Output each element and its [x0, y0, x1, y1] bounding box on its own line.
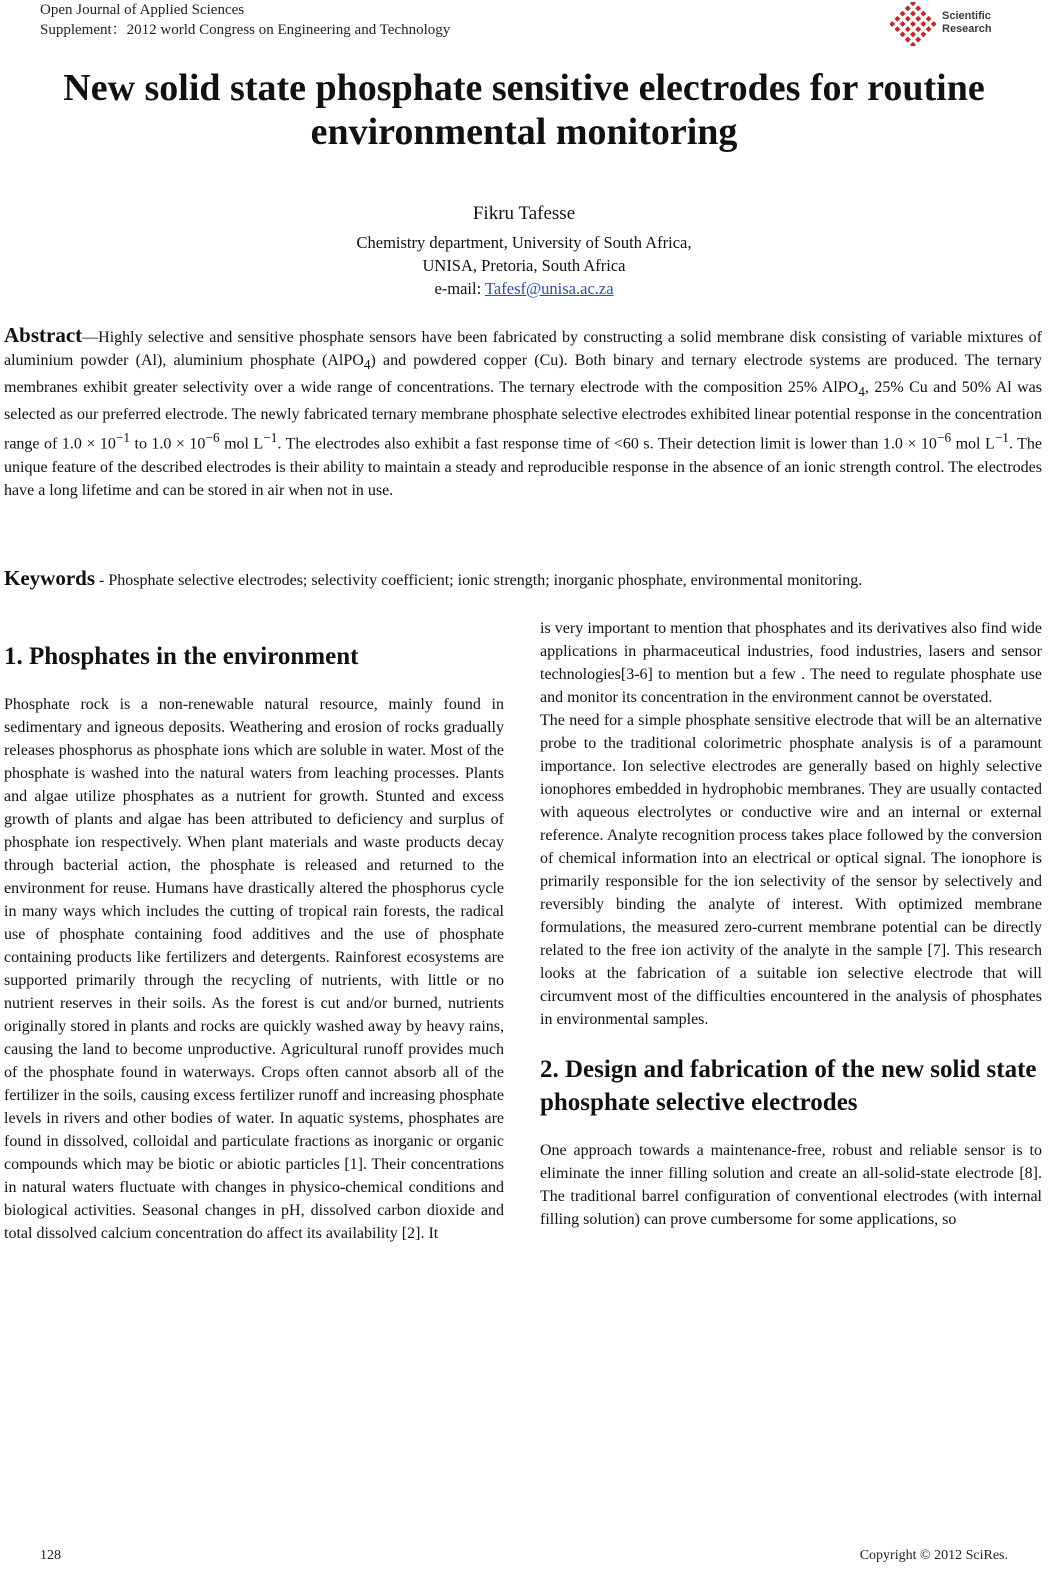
superscript: −1	[115, 430, 131, 446]
publisher-name-line1: Scientific	[942, 10, 991, 22]
supplement-line: Supplement：2012 world Congress on Engineering and Technology	[40, 22, 451, 38]
email-line	[0, 277, 1048, 300]
publisher-name-line2: Research	[942, 23, 992, 35]
logo-dot	[910, 31, 916, 37]
subscript: 4	[858, 384, 865, 400]
abstract-heading: Abstract	[4, 323, 83, 347]
logo-dot	[894, 26, 900, 32]
abstract-text: —Highly selective and sensitive phosphate sensors have been fabricated by constructing a solid membrane disk consisting of variable mixtures of aluminium powder (Al), aluminium phosphate (AlPO	[4, 329, 1042, 369]
logo-dot	[910, 11, 916, 17]
superscript: −6	[205, 430, 220, 446]
page-number: 128	[40, 1548, 61, 1563]
logo-dot	[900, 21, 906, 27]
copyright-notice: Copyright © 2012 SciRes.	[859, 1548, 1008, 1563]
logo-dot	[915, 37, 921, 43]
author-name: Fikru Tafesse	[472, 203, 576, 224]
logo-dot	[900, 31, 906, 37]
affiliation-line1: Chemistry department, University of South Africa,	[356, 233, 692, 252]
superscript: −6	[936, 430, 952, 446]
logo-dot	[910, 21, 916, 27]
keywords-text: - Phosphate selective electrodes; selectivity coefficient; ionic strength; inorganic phosphate, environmental monitoring.	[95, 572, 863, 589]
logo-dot	[915, 26, 921, 32]
abstract	[4, 324, 1042, 502]
abstract-text: , 25% Cu and 50% Al was selected as our preferred electrode. The newly fabricated ternary membrane phosphate selective electrodes exhibited linear potential response in the concentration range of 1.0 × 10	[4, 379, 1043, 453]
abstract-text: . The electrodes also exhibit a fast response time of <60 s. Their detection limit is lower than 1.0 × 10	[277, 435, 937, 453]
logo-dot	[931, 21, 936, 27]
logo-dot	[905, 5, 911, 11]
superscript: −1	[994, 430, 1009, 446]
right-column	[540, 617, 1042, 1231]
journal-name: Open Journal of Applied Sciences	[40, 2, 245, 18]
section-2-paragraph-1: One approach towards a maintenance-free, robust and reliable sensor is to eliminate the inner filling solution and create an all-solid-state electrode [8]. The traditional barrel configuration of conventional electrodes (with internal filling solution) can prove cumbersome for some applications, so	[540, 1142, 1042, 1228]
paper-title-line1: New solid state phosphate sensitive electrodes for routine	[63, 67, 985, 109]
logo-dot	[894, 16, 900, 22]
logo-dot	[900, 11, 906, 17]
keywords-heading: Keywords	[4, 566, 95, 590]
paper-title	[0, 66, 1048, 154]
author-affiliation	[0, 231, 1048, 300]
section-1-paragraph-2: is very important to mention that phosphates and its derivatives also find wide applications in pharmaceutical industries, food industries, lasers and sensor technologies[3-6] to mention but a few . The need to regulate phosphate use and monitor its concentration in the environment cannot be overstated.	[540, 620, 1042, 706]
section-heading-1: 1. Phosphates in the environment	[4, 643, 359, 670]
logo-dot	[910, 2, 916, 6]
abstract-text: . The unique feature of the described electrodes is their ability to maintain a steady and reproducible response in the absence of an ionic strength control. The electrodes have a long lifetime and can be stored in air when not in use.	[4, 435, 1043, 499]
logo-dot	[905, 37, 911, 43]
abstract-text: mol L	[219, 435, 264, 453]
email-link[interactable]: Tafesf@unisa.ac.za	[485, 279, 614, 298]
email-label: e-mail:	[434, 279, 485, 298]
logo-dot	[910, 42, 916, 46]
logo-dot	[920, 31, 926, 37]
running-header	[40, 0, 450, 40]
logo-dot	[915, 16, 921, 22]
logo-dot	[926, 16, 932, 22]
logo-dot	[915, 5, 921, 11]
logo-dot	[890, 21, 895, 27]
section-heading-2: 2. Design and fabrication of the new solid state phosphate selective electrodes	[540, 1056, 1037, 1116]
affiliation-line2: UNISA, Pretoria, South Africa	[422, 256, 626, 275]
logo-dot	[905, 26, 911, 32]
publisher-logo-icon	[890, 2, 936, 46]
logo-dot	[905, 16, 911, 22]
publisher-logo	[890, 2, 1020, 46]
abstract-text: mol L	[951, 435, 995, 453]
abstract-text: to 1.0 × 10	[130, 435, 206, 453]
keywords	[4, 566, 1042, 593]
paper-title-line2: environmental monitoring	[310, 111, 738, 153]
subscript: 4	[363, 357, 371, 373]
section-1-paragraph-1: Phosphate rock is a non-renewable natural resource, mainly found in sedimentary and igneous deposits. Weathering and erosion of rocks gradually releases phosphorus as phosphate ions which are soluble in water. Most of the phosphate is washed into the natural waters from leaching processes. Plants and algae utilize phosphates as a nutrient for growth. Stunted and excess growth of plants and algae has been attributed to deficiency and surplus of phosphate ion respectively. When plant materials and waste products decay through bacterial action, the phosphate is released and returned to the environment for reuse. Humans have drastically altered the phosphorus cycle in many ways which includes the cutting of tropical rain forests, the radical use of phosphate containing food additives and the use of phosphate containing products like fertilizers and detergents. Rainforest ecosystems are supported primarily through the recycling of nutrients, with little or no nutrient reserves in their soils. As the forest is cut and/or burned, nutrients originally stored in plants and rocks are quickly washed away by heavy rains, causing the land to become unproductive. Agricultural runoff provides much of the phosphate found in waterways. Crops often cannot absorb all of the fertilizer in the soils, causing excess fertilizer runoff and increasing phosphate levels in rivers and other bodies of water. In aquatic systems, phosphates are found in dissolved, colloidal and particulate fractions as inorganic or organic compounds which may be biotic or abiotic particles [1]. Their concentrations in natural waters fluctuate with changes in physico-chemical conditions and biological activities. Seasonal changes in pH, dissolved carbon dioxide and total dissolved calcium concentration do affect its availability [2]. It	[4, 696, 504, 1242]
superscript: −1	[263, 430, 278, 446]
logo-dot	[920, 11, 926, 17]
left-column	[4, 640, 504, 1245]
abstract-text: ) and powdered copper (Cu). Both binary and ternary electrode systems are produced. The ternary membranes exhibit greater selectivity over a wide range of concentrations. The ternary electrode with the composition 25% AlPO	[4, 352, 1043, 397]
publisher-name	[942, 10, 992, 36]
section-1-paragraph-3: The need for a simple phosphate sensitive electrode that will be an alternative probe to the traditional colorimetric phosphate analysis is of a paramount importance. Ion selective electrodes are generally based on highly selective ionophores embedded in hydrophobic membranes. They are usually contacted with aqueous electrolytes or conductive wire and an internal or external reference. Analyte recognition process takes place followed by the conversion of chemical information into an electrical or optical signal. The ionophore is primarily responsible for the ion selectivity of the sensor by selectively and reversibly binding the analyte of interest. With optimized membrane formulations, the measured zero-current membrane potential can be directly related to the free ion activity of the analyte in the sample [7]. This research looks at the fabrication of a suitable ion selective electrode that will circumvent most of the difficulties encountered in the analysis of phosphates in environmental samples.	[540, 712, 1042, 1028]
logo-dot	[926, 26, 932, 32]
logo-dot	[920, 21, 926, 27]
